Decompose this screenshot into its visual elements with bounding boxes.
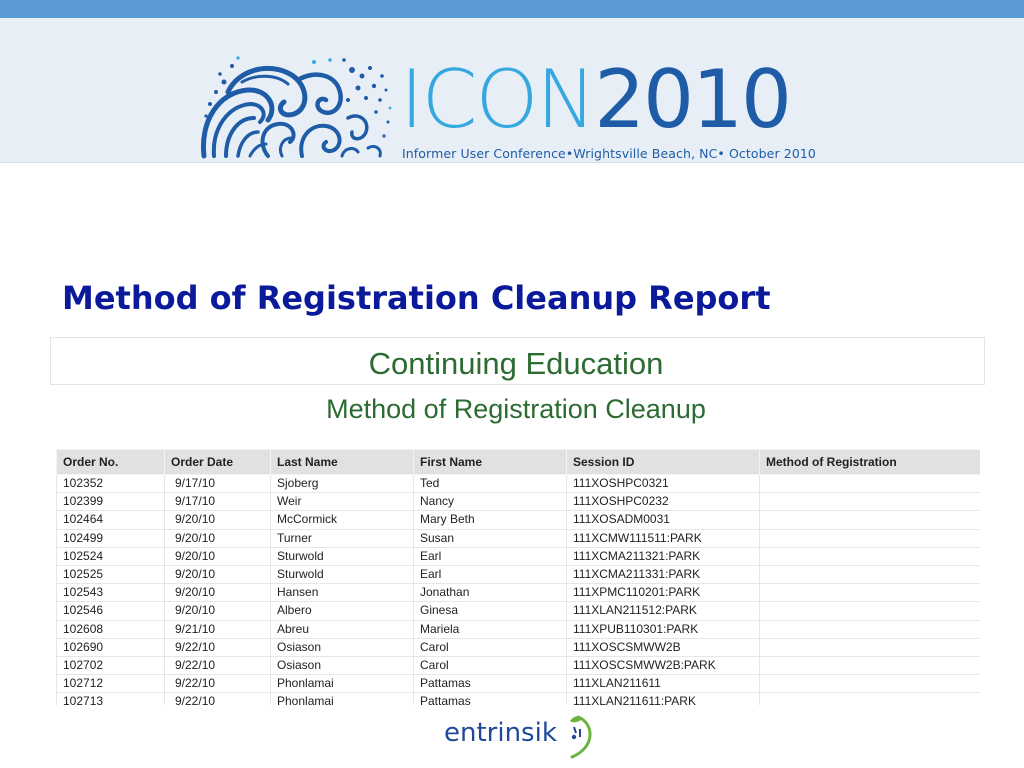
- cell-last-name: Hansen: [271, 584, 414, 602]
- cell-last-name: Osiason: [271, 638, 414, 656]
- table-row: [57, 620, 981, 638]
- cell-session-id: 111XOSHPC0321: [567, 475, 760, 493]
- cell-order-date: 9/22/10: [165, 675, 271, 693]
- cell-first-name: Ted: [414, 475, 567, 493]
- table-row: [57, 565, 981, 583]
- cell-first-name: Nancy: [414, 493, 567, 511]
- cell-order-no: 102464: [57, 511, 165, 529]
- cell-order-no: 102690: [57, 638, 165, 656]
- cell-last-name: Osiason: [271, 656, 414, 674]
- logo-icon-word: ICON: [400, 53, 595, 146]
- cell-last-name: Sturwold: [271, 565, 414, 583]
- cell-last-name: Weir: [271, 493, 414, 511]
- cell-order-no: 102712: [57, 675, 165, 693]
- cell-order-date: 9/20/10: [165, 565, 271, 583]
- cell-order-date: 9/17/10: [165, 493, 271, 511]
- cell-method-of-registration: [760, 475, 981, 493]
- cell-order-no: 102543: [57, 584, 165, 602]
- report-table: [56, 449, 980, 705]
- cell-method-of-registration: [760, 620, 981, 638]
- cell-method-of-registration: [760, 656, 981, 674]
- cell-first-name: Carol: [414, 656, 567, 674]
- cell-order-date: 9/20/10: [165, 547, 271, 565]
- table-row: [57, 693, 981, 705]
- wave-logo-icon: [198, 52, 394, 164]
- cell-order-no: 102352: [57, 475, 165, 493]
- cell-session-id: 111XCMA211321:PARK: [567, 547, 760, 565]
- cell-session-id: 111XOSCSMWW2B: [567, 638, 760, 656]
- leaf-swoosh-icon: [560, 711, 600, 759]
- cell-method-of-registration: [760, 529, 981, 547]
- report-heading: Continuing Education: [368, 346, 664, 381]
- cell-order-date: 9/21/10: [165, 620, 271, 638]
- table-row: [57, 529, 981, 547]
- table-row: [57, 675, 981, 693]
- column-header-session-id: Session ID: [567, 450, 760, 475]
- cell-session-id: 111XLAN211512:PARK: [567, 602, 760, 620]
- table-row: [57, 638, 981, 656]
- entrinsik-logo: [444, 711, 604, 761]
- cell-first-name: Mariela: [414, 620, 567, 638]
- cell-order-date: 9/22/10: [165, 693, 271, 705]
- cell-session-id: 111XLAN211611: [567, 675, 760, 693]
- cell-order-no: 102702: [57, 656, 165, 674]
- table-row: [57, 547, 981, 565]
- table-row: [57, 584, 981, 602]
- table-row: [57, 602, 981, 620]
- cell-order-no: 102546: [57, 602, 165, 620]
- logo-year: 2010: [594, 53, 790, 146]
- cell-method-of-registration: [760, 584, 981, 602]
- logo-tagline: Informer User Conference•Wrightsville Beach, NC• October 2010: [402, 146, 816, 161]
- cell-method-of-registration: [760, 511, 981, 529]
- cell-order-date: 9/22/10: [165, 656, 271, 674]
- cell-session-id: 111XLAN211611:PARK: [567, 693, 760, 705]
- cell-method-of-registration: [760, 693, 981, 705]
- table-row: [57, 656, 981, 674]
- cell-first-name: Mary Beth: [414, 511, 567, 529]
- conference-header: [0, 18, 1024, 163]
- cell-method-of-registration: [760, 547, 981, 565]
- cell-last-name: McCormick: [271, 511, 414, 529]
- cell-last-name: Sjoberg: [271, 475, 414, 493]
- cell-method-of-registration: [760, 602, 981, 620]
- cell-method-of-registration: [760, 638, 981, 656]
- cell-session-id: 111XCMW111511:PARK: [567, 529, 760, 547]
- cell-first-name: Earl: [414, 565, 567, 583]
- table-row: [57, 475, 981, 493]
- conference-logo-wordmark: [400, 53, 790, 146]
- column-header-first-name: First Name: [414, 450, 567, 475]
- cell-order-date: 9/17/10: [165, 475, 271, 493]
- column-header-order-no: Order No.: [57, 450, 165, 475]
- cell-last-name: Sturwold: [271, 547, 414, 565]
- cell-session-id: 111XPMC110201:PARK: [567, 584, 760, 602]
- cell-first-name: Carol: [414, 638, 567, 656]
- brand-name: entrinsik: [444, 718, 557, 748]
- table-body: [57, 475, 981, 706]
- cell-session-id: 111XOSADM0031: [567, 511, 760, 529]
- cell-first-name: Pattamas: [414, 675, 567, 693]
- column-header-last-name: Last Name: [271, 450, 414, 475]
- cell-order-no: 102608: [57, 620, 165, 638]
- cell-first-name: Earl: [414, 547, 567, 565]
- cell-order-no: 102499: [57, 529, 165, 547]
- cell-order-no: 102524: [57, 547, 165, 565]
- cell-order-no: 102713: [57, 693, 165, 705]
- table-row: [57, 493, 981, 511]
- cell-first-name: Ginesa: [414, 602, 567, 620]
- column-header-order-date: Order Date: [165, 450, 271, 475]
- cell-session-id: 111XOSCSMWW2B:PARK: [567, 656, 760, 674]
- table-row: [57, 511, 981, 529]
- top-accent-bar: [0, 0, 1024, 18]
- cell-order-date: 9/20/10: [165, 602, 271, 620]
- report-table-container: [56, 449, 980, 705]
- column-header-method-of-registration: Method of Registration: [760, 450, 981, 475]
- cell-last-name: Abreu: [271, 620, 414, 638]
- cell-last-name: Albero: [271, 602, 414, 620]
- cell-first-name: Susan: [414, 529, 567, 547]
- cell-first-name: Jonathan: [414, 584, 567, 602]
- cell-session-id: 111XOSHPC0232: [567, 493, 760, 511]
- cell-order-date: 9/22/10: [165, 638, 271, 656]
- report-subheading: Method of Registration Cleanup: [326, 394, 706, 424]
- slide-title: Method of Registration Cleanup Report: [62, 279, 771, 317]
- cell-method-of-registration: [760, 565, 981, 583]
- cell-last-name: Turner: [271, 529, 414, 547]
- cell-order-date: 9/20/10: [165, 584, 271, 602]
- table-header-row: [57, 450, 981, 475]
- cell-first-name: Pattamas: [414, 693, 567, 705]
- cell-session-id: 111XCMA211331:PARK: [567, 565, 760, 583]
- cell-method-of-registration: [760, 493, 981, 511]
- cell-order-date: 9/20/10: [165, 529, 271, 547]
- cell-session-id: 111XPUB110301:PARK: [567, 620, 760, 638]
- cell-order-date: 9/20/10: [165, 511, 271, 529]
- cell-last-name: Phonlamai: [271, 675, 414, 693]
- cell-order-no: 102399: [57, 493, 165, 511]
- cell-method-of-registration: [760, 675, 981, 693]
- cell-last-name: Phonlamai: [271, 693, 414, 705]
- cell-order-no: 102525: [57, 565, 165, 583]
